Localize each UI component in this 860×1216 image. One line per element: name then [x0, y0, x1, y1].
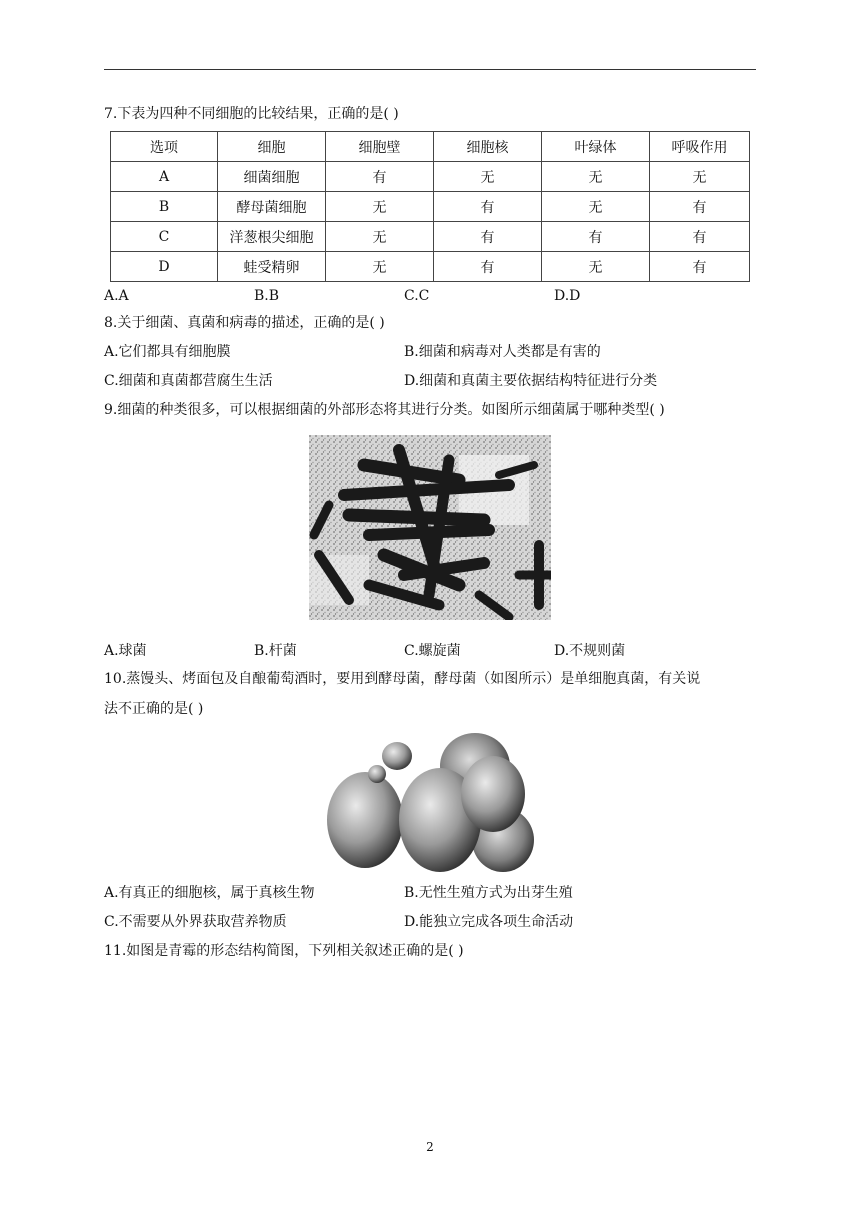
table-cell: 有 — [434, 222, 542, 252]
table-cell: 无 — [542, 162, 650, 192]
table-header-cell: 呼吸作用 — [650, 132, 750, 162]
page-number: 2 — [426, 1140, 434, 1154]
table-header-cell: 细胞核 — [434, 132, 542, 162]
table-cell: 有 — [650, 252, 750, 282]
option-c[interactable]: C.螺旋菌 — [404, 643, 461, 659]
bacilli-micrograph-image — [309, 435, 551, 620]
option-c[interactable]: C.不需要从外界获取营养物质 — [104, 914, 287, 930]
option-b[interactable]: B.杆菌 — [254, 643, 297, 659]
table-cell: 有 — [542, 222, 650, 252]
question-10-options-row1 — [104, 883, 756, 903]
table-cell: 有 — [326, 162, 434, 192]
table-cell: 洋葱根尖细胞 — [218, 222, 326, 252]
table-header-row — [111, 132, 750, 162]
question-7-stem: 7.下表为四种不同细胞的比较结果，正确的是( ) — [104, 106, 399, 122]
table-cell: 蛙受精卵 — [218, 252, 326, 282]
table-cell: B — [111, 192, 218, 222]
option-a[interactable]: A.它们都具有细胞膜 — [104, 344, 231, 360]
question-10-options-row2 — [104, 912, 756, 932]
question-10-stem-line2: 法不正确的是( ) — [104, 701, 204, 717]
table-row — [111, 192, 750, 222]
option-d[interactable]: D.D — [554, 288, 581, 304]
cell-comparison-table — [110, 131, 750, 282]
question-9-stem: 9.细菌的种类很多，可以根据细菌的外部形态将其进行分类。如图所示细菌属于哪种类型( ) — [104, 402, 665, 418]
question-11-stem: 11.如图是青霉的形态结构简图，下列相关叙述正确的是( ) — [104, 943, 464, 959]
table-cell: A — [111, 162, 218, 192]
yeast-cells-image — [325, 728, 535, 874]
option-d[interactable]: D.不规则菌 — [554, 643, 626, 659]
option-a[interactable]: A.有真正的细胞核，属于真核生物 — [104, 885, 315, 901]
table-header-cell: 选项 — [111, 132, 218, 162]
table-row — [111, 252, 750, 282]
table-cell: 有 — [650, 192, 750, 222]
option-b[interactable]: B.无性生殖方式为出芽生殖 — [404, 885, 573, 901]
option-c[interactable]: C.C — [404, 288, 430, 304]
table-cell: 无 — [326, 252, 434, 282]
table-cell: 有 — [434, 252, 542, 282]
table-cell: 无 — [326, 222, 434, 252]
table-cell: 酵母菌细胞 — [218, 192, 326, 222]
table-row — [111, 222, 750, 252]
table-header-cell: 细胞 — [218, 132, 326, 162]
table-cell: 无 — [542, 252, 650, 282]
table-header-cell: 细胞壁 — [326, 132, 434, 162]
table-cell: C — [111, 222, 218, 252]
option-a[interactable]: A.球菌 — [104, 643, 147, 659]
table-row — [111, 162, 750, 192]
table-cell: 无 — [542, 192, 650, 222]
question-8-options-row1 — [104, 342, 756, 362]
table-cell: 有 — [650, 222, 750, 252]
question-10-stem-line1: 10.蒸馒头、烤面包及自酿葡萄酒时，要用到酵母菌，酵母菌（如图所示）是单细胞真菌，有关说 — [104, 671, 701, 687]
table-cell: 无 — [326, 192, 434, 222]
option-b[interactable]: B.细菌和病毒对人类都是有害的 — [404, 344, 601, 360]
option-c[interactable]: C.细菌和真菌都营腐生生活 — [104, 373, 273, 389]
question-8-stem: 8.关于细菌、真菌和病毒的描述，正确的是( ) — [104, 315, 385, 331]
table-cell: 无 — [434, 162, 542, 192]
question-9-options — [104, 641, 756, 661]
option-b[interactable]: B.B — [254, 288, 280, 304]
question-8-options-row2 — [104, 371, 756, 391]
table-header-cell: 叶绿体 — [542, 132, 650, 162]
option-d[interactable]: D.能独立完成各项生命活动 — [404, 914, 574, 930]
header-rule — [104, 69, 756, 70]
table-cell: 细菌细胞 — [218, 162, 326, 192]
table-cell: 无 — [650, 162, 750, 192]
table-cell: 有 — [434, 192, 542, 222]
table-cell: D — [111, 252, 218, 282]
option-d[interactable]: D.细菌和真菌主要依据结构特征进行分类 — [404, 373, 658, 389]
question-7-options — [104, 286, 756, 306]
option-a[interactable]: A.A — [104, 288, 129, 304]
